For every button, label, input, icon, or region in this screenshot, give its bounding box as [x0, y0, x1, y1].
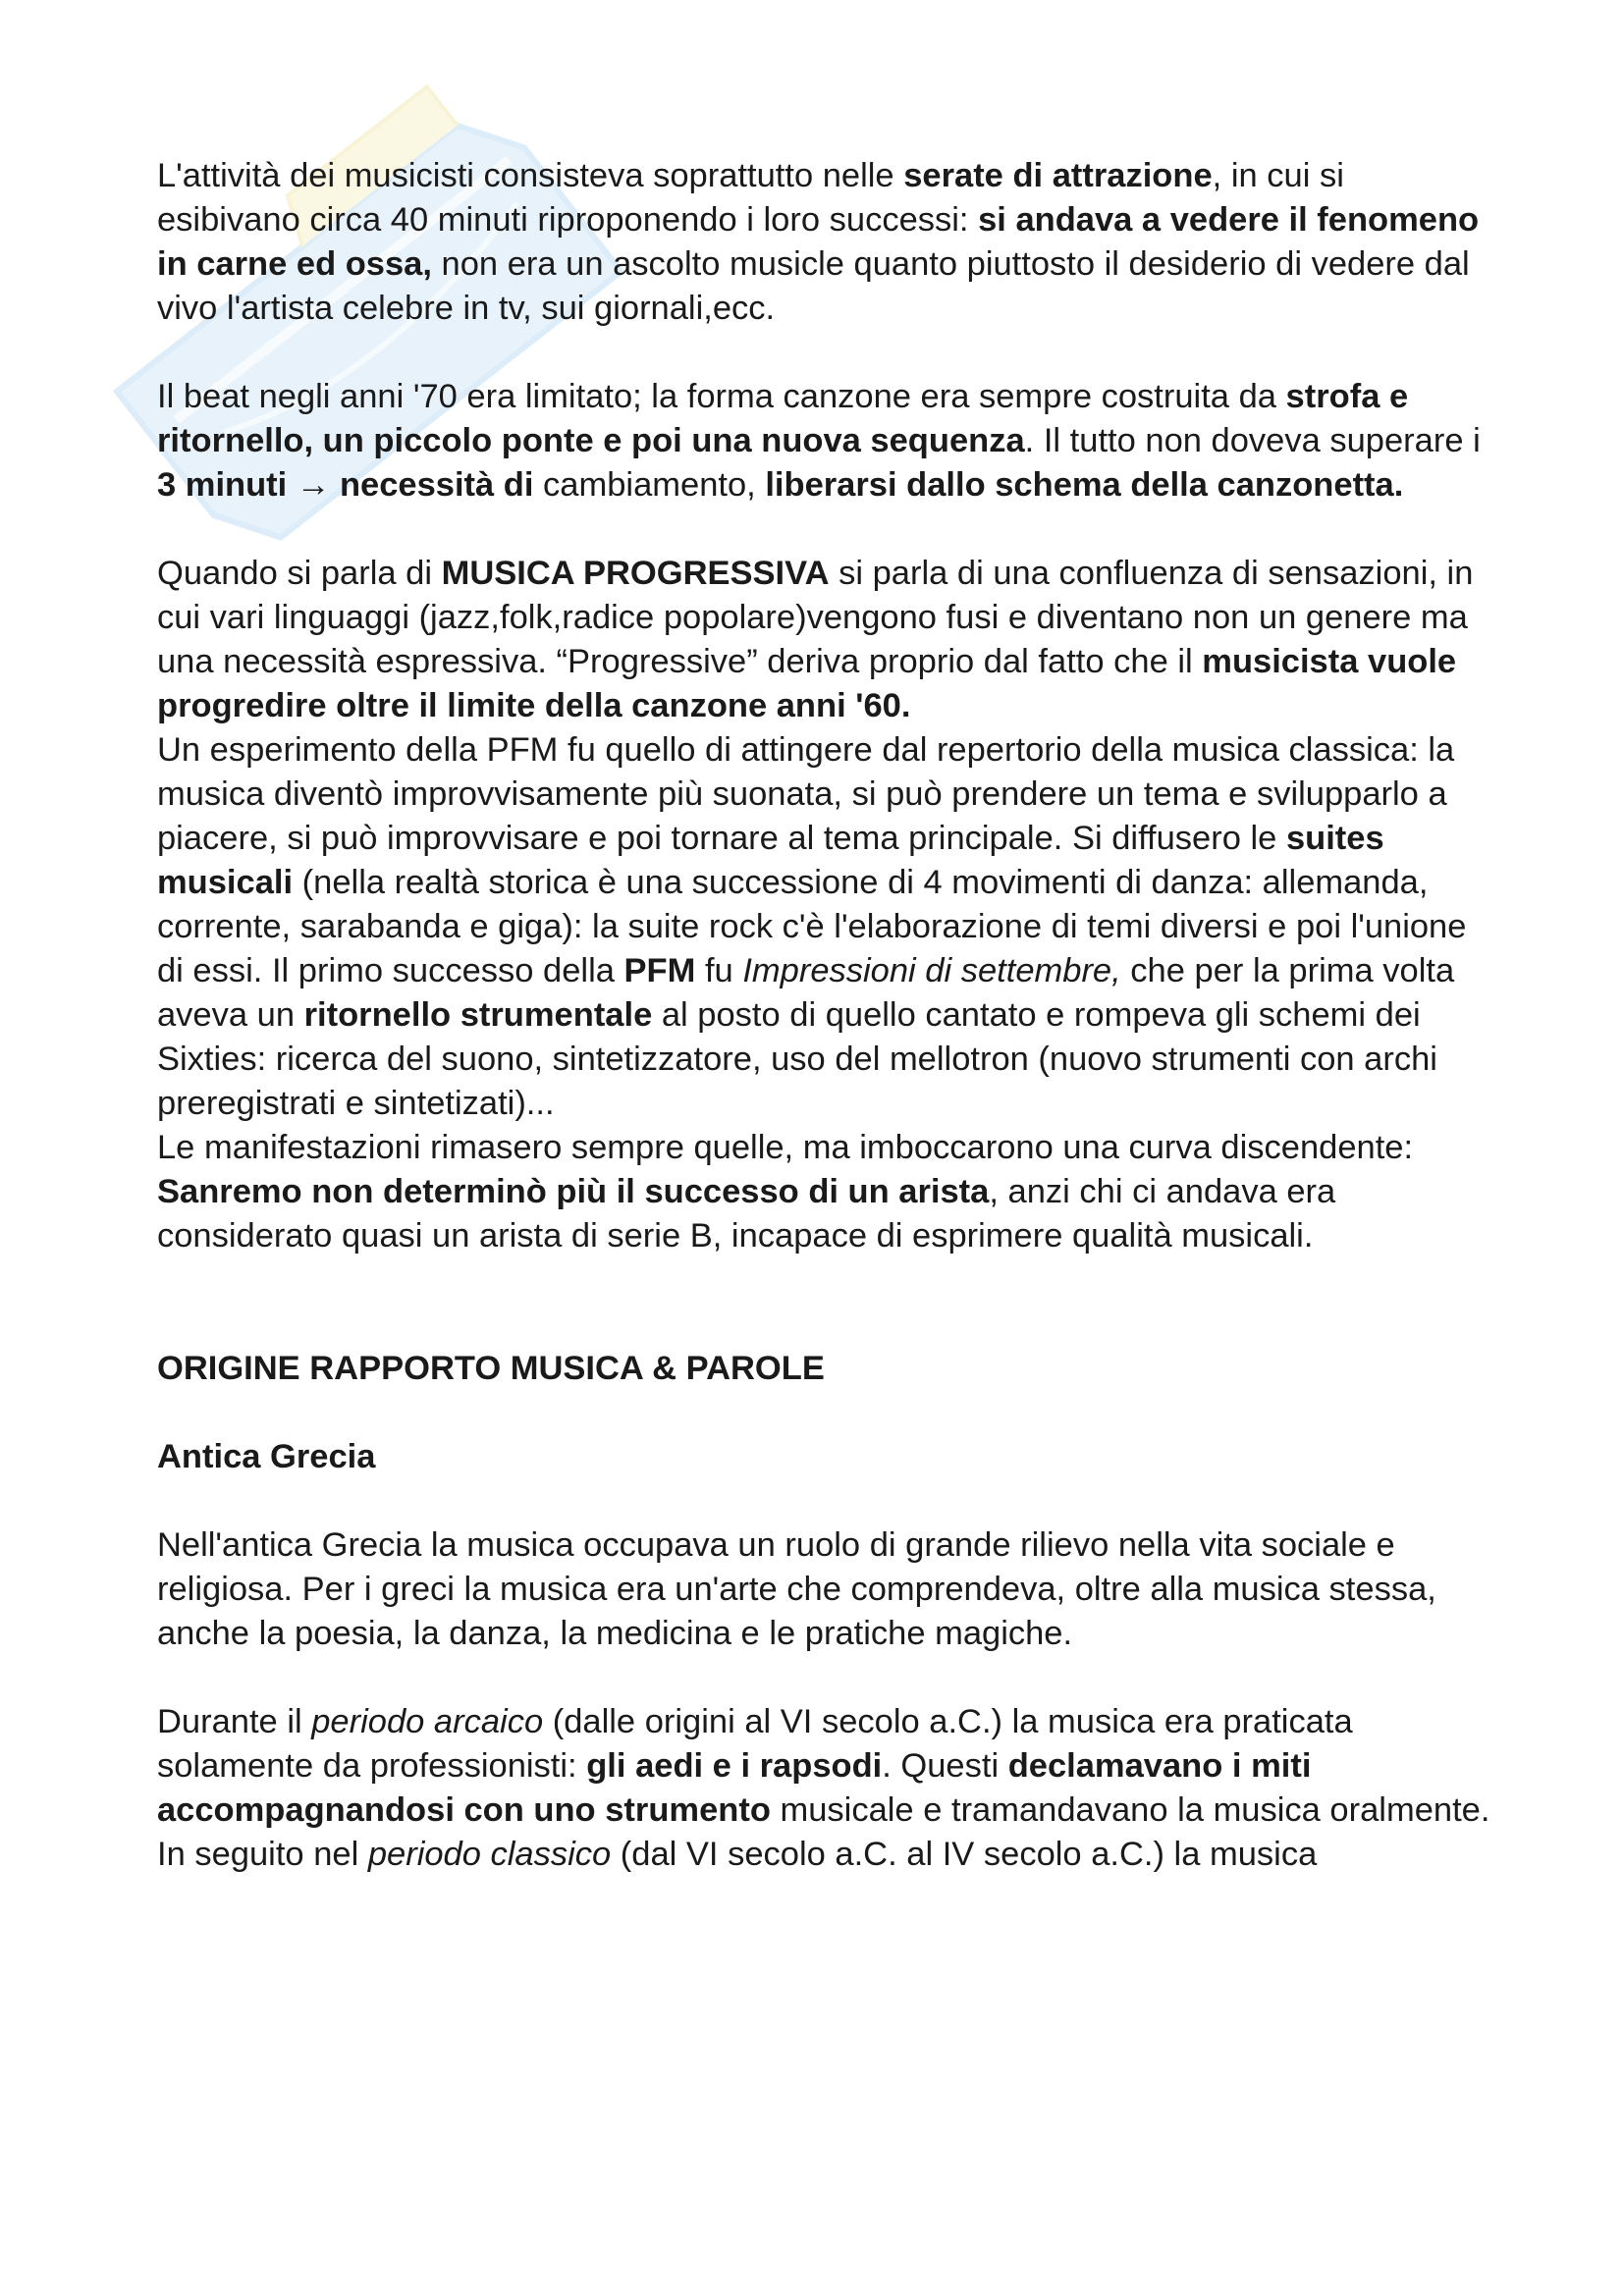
- bold-text-run: necessità di: [339, 466, 534, 504]
- paragraph-musica-progressiva: [157, 552, 1492, 728]
- bold-text-run: ritornello strumentale: [303, 996, 653, 1034]
- text-run: . Il tutto non doveva superare i: [1024, 422, 1481, 459]
- subsection-heading: [157, 1435, 1492, 1479]
- text-run: L'attività dei musicisti consisteva soprattutto nelle: [157, 157, 904, 194]
- text-run: Nell'antica Grecia la musica occupava un ruolo di grande rilievo nella vita sociale e religiosa. Per i greci la musica era un'arte che comprendeva, oltre alla musica stessa, anche la poesia, la danza, la medicina e le pratiche magiche.: [157, 1526, 1436, 1652]
- paragraph-antica-grecia: [157, 1523, 1492, 1656]
- italic-text-run: periodo arcaico: [311, 1703, 544, 1740]
- text-run: si parla di una confluenza di sensazioni, in cui vari linguaggi (jazz,folk,radice popolare)vengono fusi e diventano non un genere ma una necessità espressiva. “Progressive” deriva proprio dal fatto che il: [157, 555, 1474, 680]
- text-run: al posto di quello cantato e rompeva gli schemi dei Sixties: ricerca del suono, sintetizzatore, uso del mellotron (nuovo strumenti con archi preregistrati e sintetizati)...: [157, 996, 1437, 1122]
- bold-text-run: ORIGINE RAPPORTO MUSICA & PAROLE: [157, 1350, 825, 1387]
- bold-text-run: si andava a vedere il fenomeno in carne ed ossa,: [157, 201, 1480, 283]
- bold-text-run: liberarsi dallo schema della canzonetta.: [765, 466, 1404, 504]
- bold-text-run: declamavano i miti accompagnandosi con uno strumento: [157, 1747, 1312, 1829]
- bold-text-run: Sanremo non determinò più il successo di un arista: [157, 1173, 990, 1210]
- text-run: Durante il: [157, 1703, 312, 1740]
- text-run: In seguito nel: [157, 1836, 368, 1873]
- bold-text-run: MUSICA PROGRESSIVA: [441, 555, 830, 592]
- text-run: , anzi chi ci andava era considerato quasi un arista di serie B, incapace di esprimere qualità musicali.: [157, 1173, 1336, 1255]
- text-run: che per la prima volta aveva un: [157, 952, 1455, 1034]
- italic-text-run: periodo classico: [367, 1836, 612, 1873]
- text-run: , in cui si esibivano circa 40 minuti riproponendo i loro successi:: [157, 157, 1344, 239]
- text-run: . Questi: [882, 1747, 1008, 1785]
- bold-text-run: musicista vuole progredire oltre il limite della canzone anni '60.: [157, 643, 1457, 724]
- text-run: non era un ascolto musicle quanto piuttosto il desiderio di vedere dal vivo l'artista celebre in tv, sui giornali,ecc.: [157, 245, 1470, 327]
- paragraph-manifestazioni: [157, 1126, 1492, 1258]
- text-run: (dal VI secolo a.C. al IV secolo a.C.) la musica: [611, 1836, 1318, 1873]
- text-run: Il beat negli anni '70 era limitato; la forma canzone era sempre costruita da: [157, 378, 1286, 415]
- bold-text-run: suites musicali: [157, 820, 1384, 901]
- bold-text-run: serate di attrazione: [903, 157, 1213, 194]
- paragraph-periodo-classico: [157, 1833, 1492, 1877]
- text-run: →: [287, 466, 340, 504]
- bold-text-run: 3 minuti: [157, 466, 288, 504]
- bold-text-run: Antica Grecia: [157, 1438, 376, 1475]
- text-run: (nella realtà storica è una successione di 4 movimenti di danza: allemanda, corrente, sarabanda e giga): la suite rock c'è l'elaborazione di temi diversi e poi l'unione di essi. Il primo successo della: [157, 864, 1467, 989]
- text-run: Quando si parla di: [157, 555, 442, 592]
- document-body: [157, 154, 1492, 1877]
- paragraph-periodo-arcaico: [157, 1700, 1492, 1833]
- text-run: Le manifestazioni rimasero sempre quelle, ma imboccarono una curva discendente:: [157, 1129, 1414, 1166]
- text-run: cambiamento,: [533, 466, 766, 504]
- text-run: fu: [695, 952, 743, 989]
- italic-text-run: Impressioni di settembre,: [742, 952, 1121, 989]
- paragraph-pfm: [157, 728, 1492, 1126]
- bold-text-run: strofa e ritornello, un piccolo ponte e poi una nuova sequenza: [157, 378, 1409, 459]
- text-run: Un esperimento della PFM fu quello di attingere dal repertorio della musica classica: la musica diventò improvvisamente più suonata, si può prendere un tema e svilupparlo a piacere, si può improvvisare e poi tornare al tema principale. Si diffusero le: [157, 731, 1455, 857]
- paragraph-beat: [157, 375, 1492, 507]
- text-run: (dalle origini al VI secolo a.C.) la musica era praticata solamente da professionisti:: [157, 1703, 1353, 1785]
- paragraph-serate: [157, 154, 1492, 331]
- text-run: musicale e tramandavano la musica oralmente.: [770, 1791, 1490, 1829]
- section-heading: [157, 1347, 1492, 1391]
- bold-text-run: PFM: [623, 952, 696, 989]
- bold-text-run: gli aedi e i rapsodi: [586, 1747, 883, 1785]
